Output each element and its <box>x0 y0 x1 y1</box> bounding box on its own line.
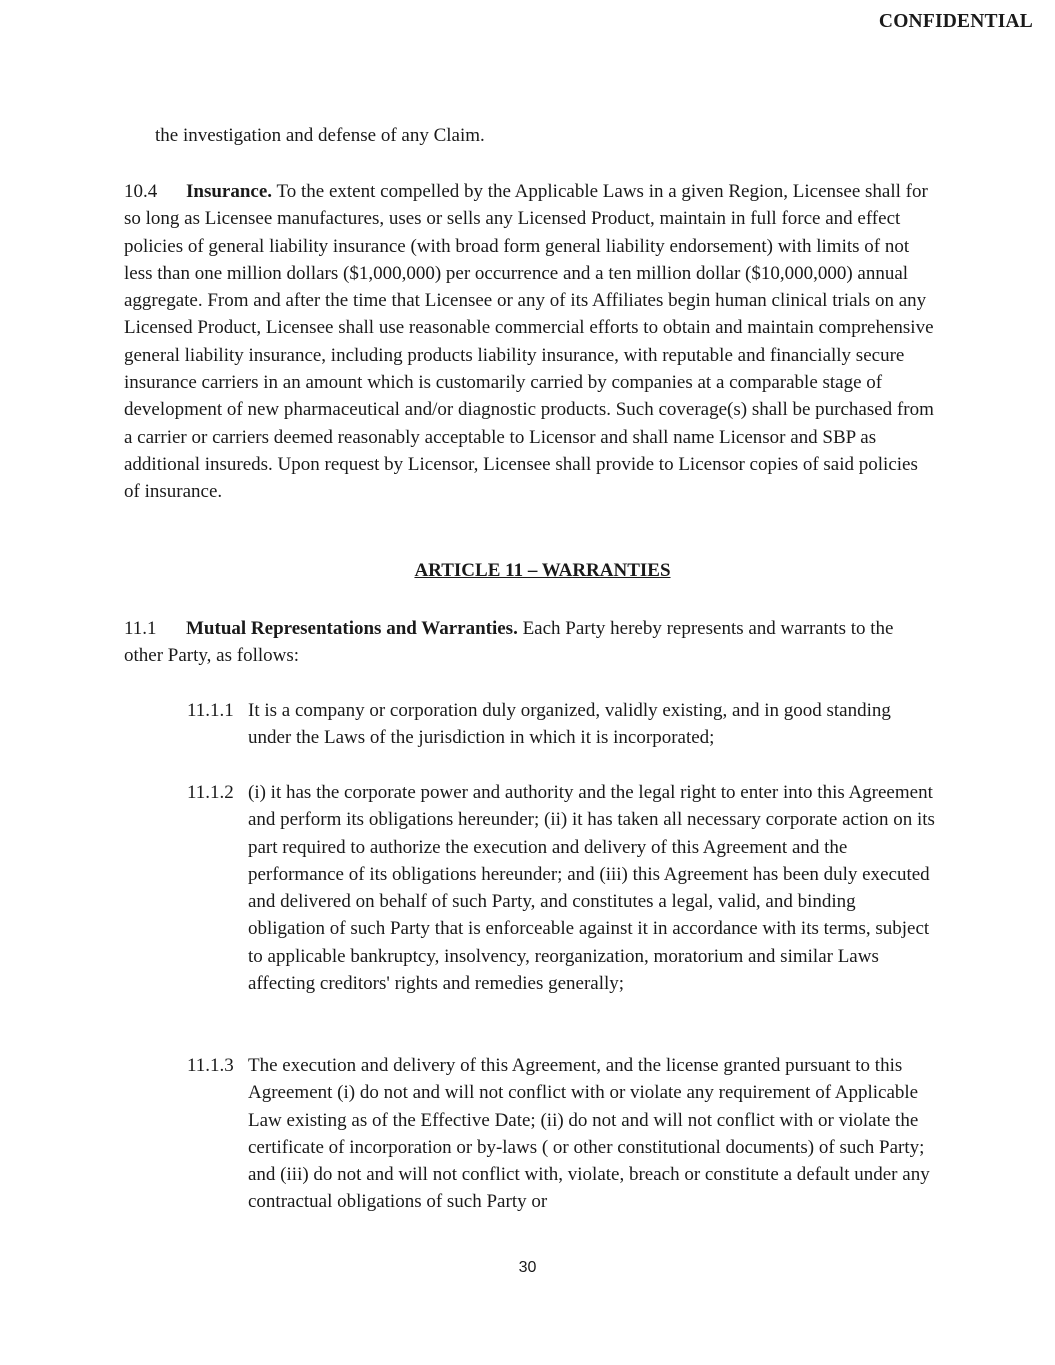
subsection-number: 11.1.1 <box>187 700 234 721</box>
article-heading: ARTICLE 11 – WARRANTIES <box>414 560 671 581</box>
section-body: To the extent compelled by the Applicable Laws in a given Region, Licensee shall for so long as Licensee manufactures, uses or sells any Licensed Product, maintain in full force and effect policies of general liability insurance (with broad form general liability endorsement) with limits of not less than one million dollars ($1,000,000) per occurrence and a ten million dollar ($10,000,000) annual aggregate. From and after the time that Licensee or any of its Affiliates begin human clinical trials on any Licensed Product, Licensee shall use reasonable commercial efforts to obtain and maintain comprehensive general liability insurance, including products liability insurance, with reputable and financially secure insurance carriers in an amount which is customarily carried by companies at a comparable stage of development of new pharmaceutical and/or diagnostic products. Such coverage(s) shall be purchased from a carrier or carriers deemed reasonably acceptable to Licensor and shall name Licensor and SBP as additional insureds. Upon request by Licensor, Licensee shall provide to Licensor copies of said policies of insurance. <box>124 181 934 503</box>
section-11-1 <box>124 615 936 670</box>
subsection-11-1-1 <box>187 697 935 752</box>
subsection-text: The execution and delivery of this Agreement, and the license granted pursuant to this Agreement (i) do not and will not conflict with or violate any requirement of Applicable Law existing as of the Effective Date; (ii) do not and will not conflict with or violate the certificate of incorporation or by-laws ( or other constitutional documents) of such Party; and (iii) do not and will not conflict with, violate, breach or constitute a default under any contractual obligations of such Party or <box>248 1055 930 1213</box>
section-number: 11.1 <box>124 618 157 639</box>
section-number: 10.4 <box>124 181 158 202</box>
continuation-paragraph: the investigation and defense of any Claim. <box>155 125 485 146</box>
page-number: 30 <box>518 1259 537 1276</box>
section-heading: Mutual Representations and Warranties. <box>186 618 518 639</box>
subsection-text: It is a company or corporation duly organized, validly existing, and in good standing under the Laws of the jurisdiction in which it is incorporated; <box>248 700 891 749</box>
section-10-4 <box>124 178 936 506</box>
section-heading: Insurance. <box>186 181 273 202</box>
subsection-11-1-2 <box>187 779 935 997</box>
subsection-number: 11.1.2 <box>187 782 234 803</box>
subsection-number: 11.1.3 <box>187 1055 234 1076</box>
confidential-header: CONFIDENTIAL <box>878 11 1033 32</box>
section-body: Each Party hereby represents and warrants to the other Party, as follows: <box>124 618 894 667</box>
subsection-11-1-3 <box>187 1052 935 1216</box>
subsection-text: (i) it has the corporate power and authority and the legal right to enter into this Agreement and perform its obligations hereunder; (ii) it has taken all necessary corporate action on its part required to authorize the execution and delivery of this Agreement and the performance of its obligations hereunder; and (iii) this Agreement has been duly executed and delivered on behalf of such Party, and constitutes a legal, valid, and binding obligation of such Party that is enforceable against it in accordance with its terms, subject to applicable bankruptcy, insolvency, reorganization, moratorium and similar Laws affecting creditors' rights and remedies generally; <box>248 782 935 995</box>
